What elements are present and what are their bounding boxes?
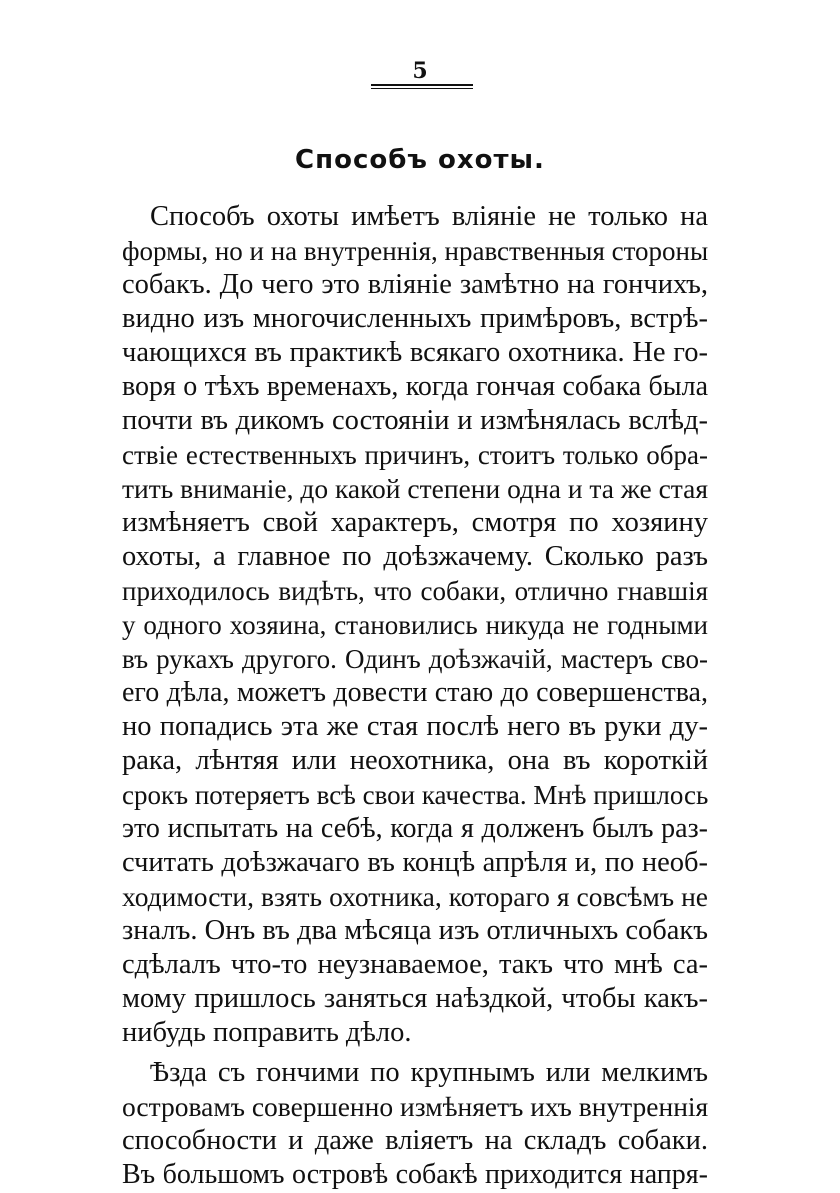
text-line: островамъ совершенно измѣняетъ ихъ внутреннія — [122, 1091, 708, 1122]
text-line: собакъ. До чего это вліяніе замѣтно на гончихъ, — [122, 269, 708, 300]
text-line: зналъ. Онъ въ два мѣсяца изъ отличныхъ собакъ — [122, 915, 708, 946]
text-line: но попадись эта же стая послѣ него въ руки ду- — [122, 711, 708, 742]
page-number-rule — [371, 84, 473, 86]
text-line: нибудь поправить дѣло. — [122, 1017, 412, 1048]
text-line: Ѣзда съ гончими по крупнымъ или мелкимъ — [150, 1057, 708, 1088]
text-line: считать доѣзжачаго въ концѣ апрѣля и, по необ- — [122, 847, 708, 878]
page-number-rule-thin — [371, 88, 473, 89]
text-line: чающихся въ практикѣ всякаго охотника. Не го- — [122, 337, 708, 368]
page-number: 5 — [412, 58, 428, 84]
text-line: рака, лѣнтяя или неохотника, она въ короткій — [122, 745, 708, 776]
text-line: способности и даже вліяетъ на складъ собаки. — [122, 1125, 708, 1156]
text-line: у одного хозяина, становились никуда не годными — [122, 610, 708, 640]
text-line: мому пришлось заняться наѣздкой, чтобы какъ- — [122, 983, 708, 1014]
text-line: почти въ дикомъ состояніи и измѣнялась вслѣд- — [122, 405, 708, 436]
text-line: охоты, а главное по доѣзжачему. Сколько разъ — [122, 541, 708, 572]
text-line: видно изъ многочисленныхъ примѣровъ, встрѣ- — [122, 303, 708, 334]
text-line: формы, но и на внутреннія, нравственныя стороны — [122, 236, 708, 266]
text-line: ходимости, взять охотника, котораго я совсѣмъ не — [122, 881, 708, 912]
text-line: воря о тѣхъ временахъ, когда гончая собака была — [122, 371, 708, 402]
section-heading: Способъ охоты. — [295, 145, 545, 175]
text-line: его дѣла, можетъ довести стаю до совершенства, — [122, 677, 708, 708]
text-line: ствіе естественныхъ причинъ, стоитъ только обра- — [122, 440, 708, 470]
text-line: измѣняетъ свой характеръ, смотря по хозяину — [122, 507, 708, 538]
text-line: приходилось видѣть, что собаки, отлично гнавшія — [122, 576, 708, 606]
text-line: Способъ охоты имѣетъ вліяніе не только на — [150, 201, 708, 232]
text-line: Въ большомъ островѣ собакѣ приходится напря- — [122, 1159, 708, 1190]
text-line: срокъ потеряетъ всѣ свои качества. Мнѣ пришлось — [122, 780, 708, 810]
text-line: сдѣлалъ что-то неузнаваемое, такъ что мнѣ са- — [122, 949, 708, 980]
text-line: въ рукахъ другого. Одинъ доѣзжачій, мастеръ сво- — [122, 644, 708, 674]
text-line: это испытать на себѣ, когда я долженъ былъ раз- — [122, 813, 708, 844]
text-line: тить вниманіе, до какой степени одна и та же стая — [122, 473, 708, 504]
